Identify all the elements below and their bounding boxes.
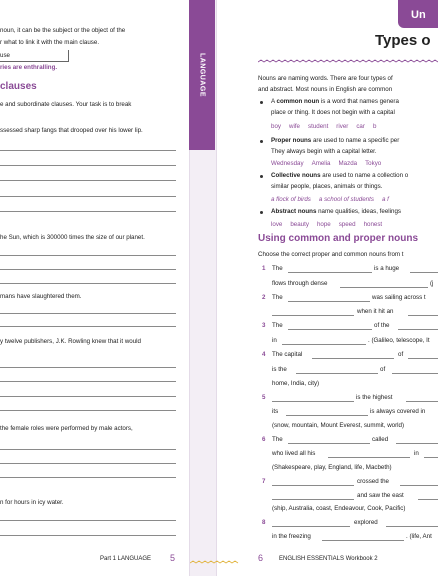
bullet-dot <box>260 211 263 214</box>
bullet-dot <box>260 175 263 178</box>
left-item-4: y twelve publishers, J.K. Rowling knew that it would <box>0 338 142 345</box>
title-zigzag <box>258 59 438 63</box>
bullet-collective-line-1: Collective nouns are used to name a collection o <box>271 172 409 179</box>
right-intro-line-2: and abstract. Most nouns in English are common <box>258 86 393 93</box>
blank-line[interactable] <box>410 272 438 273</box>
proper-word-list <box>271 160 389 167</box>
q1-text-a: The <box>272 265 283 272</box>
word: b <box>372 123 377 130</box>
q5-text-b: is the highest <box>356 394 393 401</box>
bullet-dot <box>260 101 263 104</box>
answer-line[interactable] <box>0 326 176 327</box>
word: hope <box>316 221 331 228</box>
bullet-collective-term: Collective nouns <box>271 172 321 179</box>
word: wife <box>288 123 300 130</box>
blank-line[interactable] <box>328 457 410 458</box>
page-title: Types o <box>375 32 431 49</box>
question-number: 8 <box>262 519 266 526</box>
blank-line[interactable] <box>288 443 370 444</box>
answer-line[interactable] <box>0 367 176 368</box>
blank-line[interactable] <box>398 329 438 330</box>
blank-line[interactable] <box>272 526 350 527</box>
bullet-proper-line-2: They always begin with a capital letter. <box>271 148 377 155</box>
q2-text-c: when it hit an <box>357 308 394 315</box>
bullet-common-line-1: A common noun is a word that names genera <box>271 98 399 105</box>
blank-line[interactable] <box>340 287 428 288</box>
answer-line[interactable] <box>0 180 176 181</box>
blank-line[interactable] <box>392 373 438 374</box>
q4-text-a: The capital <box>272 351 303 358</box>
question-number: 1 <box>262 265 266 272</box>
left-item-1: ssessed sharp fangs that drooped over his lower lip. <box>0 127 143 134</box>
q1-text-c: flows through dense <box>272 280 328 287</box>
left-instruction: e and subordinate clauses. Your task is to break <box>0 101 132 108</box>
question-number: 2 <box>262 294 266 301</box>
answer-line[interactable] <box>0 396 176 397</box>
bullet-abstract-term: Abstract nouns <box>271 208 317 215</box>
q7-text-b: crossed the <box>357 478 389 485</box>
answer-line[interactable] <box>0 255 176 256</box>
question-number: 4 <box>262 351 266 358</box>
section-tab-label: LANGUAGE <box>198 52 206 98</box>
q4-text-b: of <box>398 351 404 358</box>
bullet-proper-line-1: Proper nouns are used to name a specific per <box>271 137 400 144</box>
q4-text-c: is the <box>272 366 287 373</box>
left-heading: clauses <box>0 81 37 92</box>
q4-text-e: home, India, city) <box>272 380 320 387</box>
blank-line[interactable] <box>312 358 394 359</box>
blank-line[interactable] <box>288 329 372 330</box>
right-footer-number: 6 <box>258 553 264 563</box>
answer-line[interactable] <box>0 150 176 151</box>
q2-text-a: The <box>272 294 283 301</box>
q3-text-a: The <box>272 322 283 329</box>
q6-text-d: in <box>414 450 419 457</box>
q7-text-c: and saw the east <box>357 492 404 499</box>
bullet-common-term: common noun <box>276 98 320 105</box>
collective-example-list <box>271 196 397 203</box>
word: boy <box>271 123 281 130</box>
word: Tokyo <box>365 160 382 167</box>
word: Mazda <box>338 160 358 167</box>
blank-line[interactable] <box>396 443 438 444</box>
q6-text-e: (Shakespeare, play, England, life, Macbeth) <box>272 464 392 471</box>
blank-line[interactable] <box>272 485 354 486</box>
example-label: use <box>0 52 10 59</box>
left-item-6: n for hours in icy water. <box>0 499 64 506</box>
q2-text-b: was sailing across t <box>372 294 426 301</box>
left-footer-label: Part 1 LANGUAGE <box>100 556 152 562</box>
blank-line[interactable] <box>296 373 378 374</box>
example-box <box>0 50 69 62</box>
answer-line[interactable] <box>0 463 176 464</box>
unit-label: Un <box>411 9 426 21</box>
blank-line[interactable] <box>418 499 438 500</box>
question-number: 6 <box>262 436 266 443</box>
bullet-collective-line-2: similar people, places, animals or things. <box>271 183 383 190</box>
blank-line[interactable] <box>408 358 438 359</box>
left-footer-number: 5 <box>170 553 176 563</box>
answer-line[interactable] <box>0 196 176 197</box>
question-number: 7 <box>262 478 266 485</box>
answer-line[interactable] <box>0 211 176 212</box>
left-intro-line-2: r what to link it with the main clause. <box>0 39 100 46</box>
answer-line[interactable] <box>0 520 176 521</box>
q6-text-c: who lived all his <box>272 450 316 457</box>
answer-line[interactable] <box>0 283 176 284</box>
answer-line[interactable] <box>0 313 176 314</box>
word: honest <box>363 221 383 228</box>
q5-text-e: (snow, mountain, Mount Everest, summit, world) <box>272 422 405 429</box>
left-intro-line-1: noun, it can be the subject or the object of the <box>0 27 126 34</box>
question-number: 3 <box>262 322 266 329</box>
word: beauty <box>290 221 309 228</box>
word: love <box>271 221 283 228</box>
q3-text-c: in <box>272 337 277 344</box>
word: Amelia <box>311 160 331 167</box>
answer-line[interactable] <box>0 477 176 478</box>
blank-line[interactable] <box>288 272 372 273</box>
q5-text-d: is always covered in <box>370 408 426 415</box>
left-page <box>0 0 189 576</box>
blank-line[interactable] <box>272 401 354 402</box>
word: river <box>336 123 349 130</box>
q8-text-c: in the freezing <box>272 533 311 540</box>
answer-line[interactable] <box>0 165 176 166</box>
blank-line[interactable] <box>272 315 354 316</box>
example: a f <box>381 196 389 203</box>
bullet-common-line-2: place or thing. It does not begin with a capital <box>271 109 395 116</box>
blank-line[interactable] <box>288 301 370 302</box>
footer-zigzag <box>190 560 240 565</box>
word: student <box>308 123 329 130</box>
answer-line[interactable] <box>0 269 176 270</box>
blank-line[interactable] <box>286 415 368 416</box>
blank-line[interactable] <box>322 540 404 541</box>
example-text: ries are enthralling. <box>0 64 58 71</box>
common-word-list <box>271 123 384 130</box>
section-heading: Using common and proper nouns <box>258 233 419 244</box>
question-number: 5 <box>262 394 266 401</box>
right-intro-line-1: Nouns are naming words. There are four types of <box>258 75 393 82</box>
left-item-5: the female roles were performed by male actors, <box>0 425 133 432</box>
right-footer-label: ENGLISH ESSENTIALS Workbook 2 <box>279 556 378 562</box>
answer-line[interactable] <box>0 449 176 450</box>
blank-line[interactable] <box>386 526 438 527</box>
answer-line[interactable] <box>0 535 176 536</box>
blank-line[interactable] <box>424 457 438 458</box>
q6-text-a: The <box>272 436 283 443</box>
left-item-3: mans have slaughtered them. <box>0 293 82 300</box>
bullet-proper-term: Proper nouns <box>271 137 312 144</box>
q3-text-d: . (Galileo, telescope, It <box>368 337 430 344</box>
bullet-dot <box>260 140 263 143</box>
q7-text-e: (ship, Australia, coast, Endeavour, Cook, Pacific) <box>272 505 406 512</box>
q5-text-c: its <box>272 408 279 415</box>
q8-text-d: . (life, Ant <box>406 533 432 540</box>
blank-line[interactable] <box>282 344 366 345</box>
word: Wednesday <box>271 160 304 167</box>
section-instruction: Choose the correct proper and common nouns from t <box>258 251 404 258</box>
q6-text-b: called <box>372 436 389 443</box>
q1-text-b: is a huge <box>374 265 400 272</box>
word: speed <box>338 221 356 228</box>
blank-line[interactable] <box>408 315 438 316</box>
word: car <box>356 123 365 130</box>
answer-line[interactable] <box>0 381 176 382</box>
q4-text-d: of <box>380 366 386 373</box>
blank-line[interactable] <box>400 485 438 486</box>
bullet-abstract-line-1: Abstract nouns name qualities, ideas, feelings <box>271 208 402 215</box>
abstract-word-list <box>271 221 390 228</box>
blank-line[interactable] <box>272 499 354 500</box>
example: a school of students <box>318 196 374 203</box>
q3-text-b: of the <box>374 322 390 329</box>
example: a flock of birds <box>271 196 311 203</box>
answer-line[interactable] <box>0 410 176 411</box>
blank-line[interactable] <box>406 401 438 402</box>
q1-text-d: (j <box>430 280 434 287</box>
q8-text-b: explored <box>354 519 378 526</box>
left-item-2: he Sun, which is 300000 times the size of our planet. <box>0 234 145 241</box>
